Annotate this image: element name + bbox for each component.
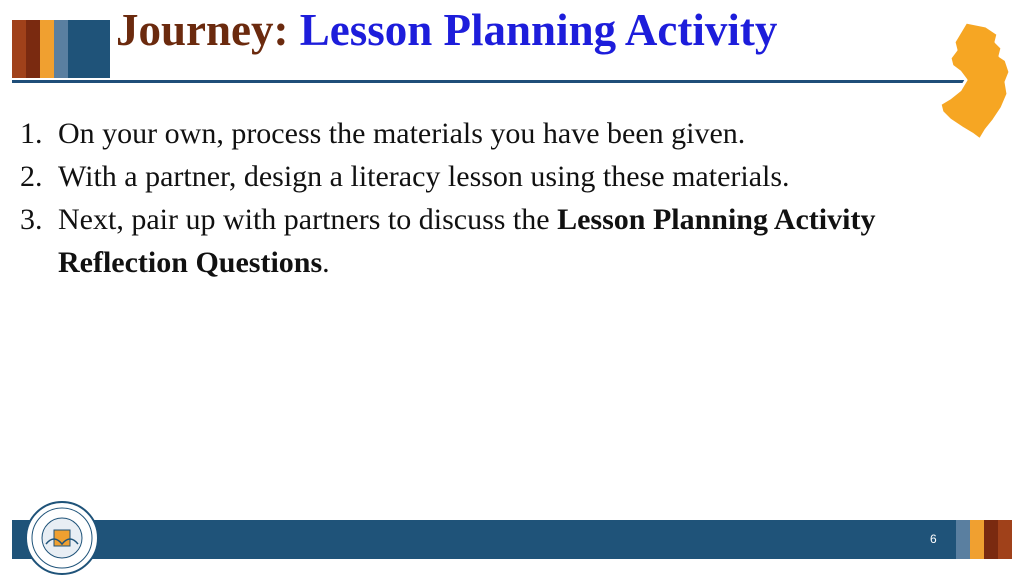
step-text-bold: Lesson Planning Activity Reflection Questions (58, 203, 876, 279)
activity-steps-list (20, 112, 920, 284)
step-number: 2. (20, 160, 43, 193)
step-item (20, 198, 920, 284)
footer-accent-rust (984, 520, 998, 559)
step-item (20, 155, 920, 198)
step-text-lead: Next, pair up with partners to discuss the (58, 203, 558, 236)
title-prefix: Journey: (116, 5, 289, 55)
title-main: Lesson Planning Activity (299, 5, 778, 55)
footer-accent-red (998, 520, 1012, 559)
footer-accent-orange (970, 520, 984, 559)
step-text: With a partner, design a literacy lesson using these materials. (58, 160, 790, 193)
footer-accent-slate (956, 520, 970, 559)
step-text: On your own, process the materials you have been given. (58, 117, 746, 150)
step-number: 1. (20, 117, 43, 150)
step-number: 3. (20, 203, 43, 236)
page-number: 6 (930, 532, 937, 546)
slide-title (116, 6, 876, 54)
footer-bar (12, 520, 1012, 559)
nj-seal-icon (24, 500, 100, 576)
header-logo-bars (12, 20, 110, 78)
new-jersey-map-icon (936, 20, 1016, 142)
step-text-end: . (322, 246, 330, 279)
step-text (58, 198, 920, 284)
header-rule (12, 80, 970, 83)
step-item (20, 112, 920, 155)
